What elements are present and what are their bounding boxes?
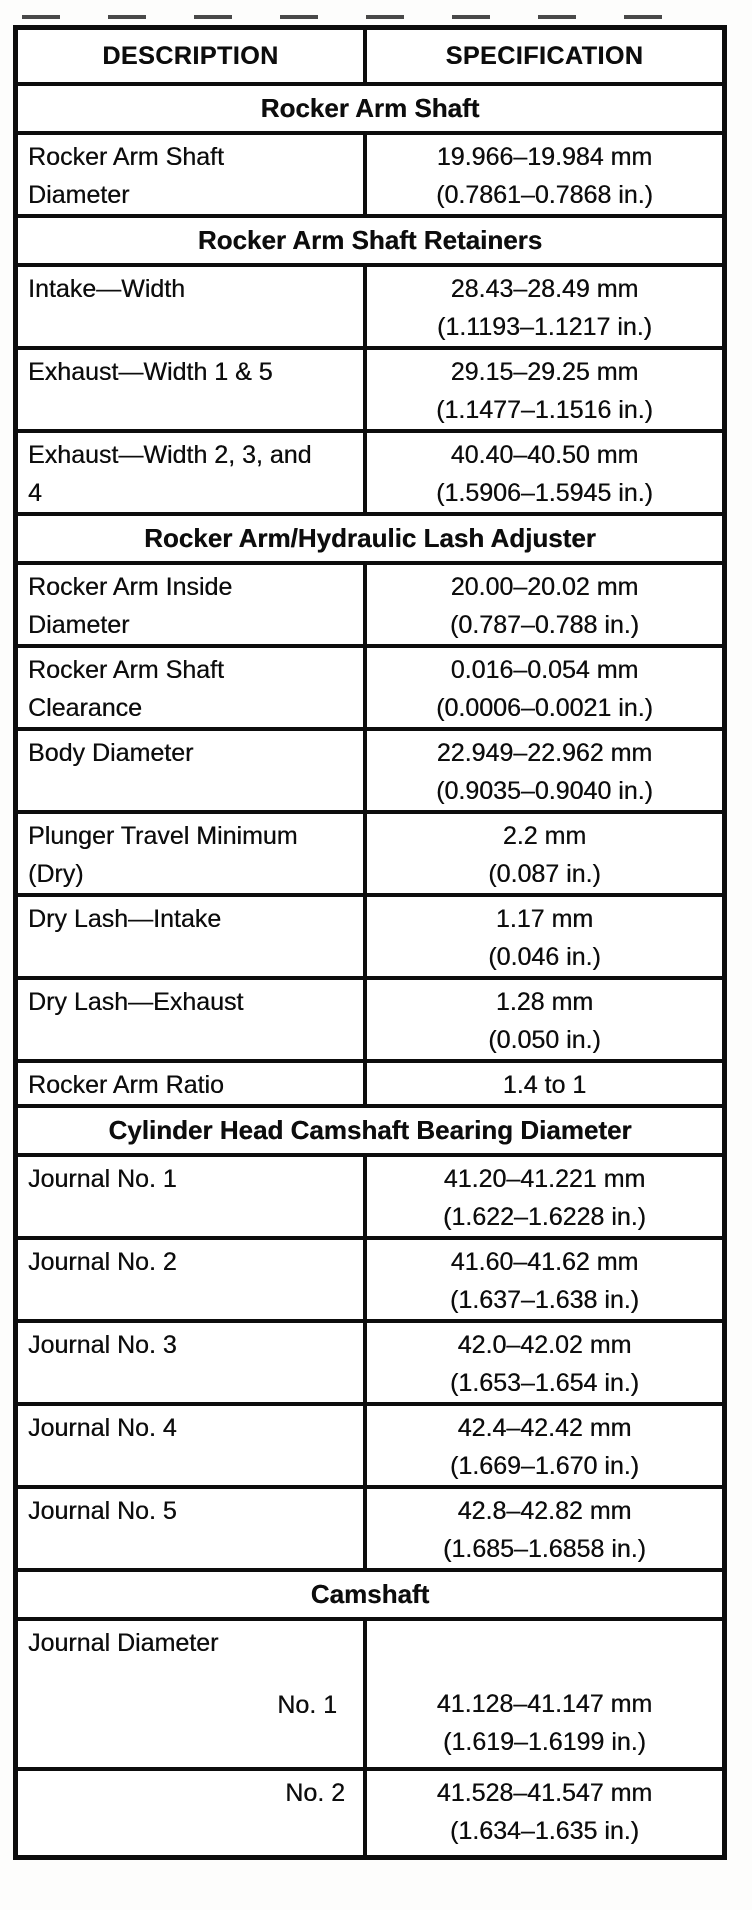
spec-imperial: (0.0006–0.0021 in.) — [436, 694, 653, 722]
desc-line-1: Body Diameter — [28, 739, 194, 767]
desc-line-1: Exhaust—Width 2, 3, and — [28, 441, 312, 469]
specification-cell — [367, 135, 722, 214]
specification-cell — [367, 897, 722, 976]
spec-metric: 20.00–20.02 mm — [450, 573, 639, 601]
section-rocker-arm-shaft: Rocker Arm Shaft — [18, 82, 722, 131]
spec-imperial: (1.653–1.654 in.) — [449, 1369, 640, 1397]
desc-line-1: Exhaust—Width 1 & 5 — [28, 358, 273, 386]
spec-imperial: (1.622–1.6228 in.) — [443, 1203, 646, 1231]
column-header-row — [18, 30, 722, 82]
specification-cell — [367, 1240, 722, 1319]
spec-row-journal-no-5 — [18, 1485, 722, 1568]
spec-metric: 1.28 mm — [495, 988, 594, 1016]
spec-imperial: (0.787–0.788 in.) — [449, 611, 640, 639]
description-cell — [18, 1406, 367, 1485]
description-cell — [18, 565, 367, 644]
desc-line-2: 4 — [28, 479, 42, 507]
spec-row-exhaust-width-1-5 — [18, 346, 722, 429]
spec-imperial: (0.050 in.) — [488, 1026, 601, 1054]
description-cell — [18, 897, 367, 976]
spec-metric: 40.40–40.50 mm — [450, 441, 639, 469]
description-cell — [18, 1157, 367, 1236]
description-cell — [18, 648, 367, 727]
spec-imperial: (1.1477–1.1516 in.) — [436, 396, 653, 424]
spec-row-journal-no-2 — [18, 1236, 722, 1319]
desc-line-2: (Dry) — [28, 860, 84, 888]
description-cell — [18, 731, 367, 810]
spec-row-body-diameter — [18, 727, 722, 810]
spec-row-rocker-arm-shaft-clearance — [18, 644, 722, 727]
desc-line-1: Journal No. 3 — [28, 1331, 177, 1359]
section-rocker-arm-hydraulic-lash-adjuster: Rocker Arm/Hydraulic Lash Adjuster — [18, 512, 722, 561]
specification-cell — [367, 565, 722, 644]
specification-table — [13, 25, 727, 1860]
spec-row-journal-no-4 — [18, 1402, 722, 1485]
description-cell — [18, 1771, 367, 1855]
spec-metric: 2.2 mm — [502, 822, 587, 850]
spec-row-journal-no-3 — [18, 1319, 722, 1402]
spec-metric: 19.966–19.984 mm — [436, 143, 653, 171]
header-cell-description: DESCRIPTION — [18, 30, 367, 82]
specification-cell — [367, 1771, 722, 1855]
spec-row-rocker-arm-ratio — [18, 1059, 722, 1104]
section-rocker-arm-shaft-retainers: Rocker Arm Shaft Retainers — [18, 214, 722, 263]
header-cell-specification: SPECIFICATION — [445, 41, 644, 70]
spec-metric: 0.016–0.054 mm — [450, 656, 639, 684]
description-cell — [18, 1240, 367, 1319]
specification-cell — [367, 1157, 722, 1236]
spec-imperial: (0.9035–0.9040 in.) — [436, 777, 653, 805]
scan-artifact-line — [22, 15, 710, 19]
specification-cell — [367, 731, 722, 810]
desc-line-1: Journal Diameter — [28, 1629, 219, 1657]
spec-row-journal-no-1 — [18, 1153, 722, 1236]
spec-row-intake-width — [18, 263, 722, 346]
spec-imperial: (0.087 in.) — [488, 860, 601, 888]
description-cell — [18, 433, 367, 512]
desc-line-1: Journal No. 2 — [28, 1248, 177, 1276]
spec-row-plunger-travel-minimum-dry — [18, 810, 722, 893]
spec-metric: 29.15–29.25 mm — [450, 358, 639, 386]
spec-imperial: (1.619–1.6199 in.) — [443, 1728, 646, 1756]
spec-imperial: (1.637–1.638 in.) — [449, 1286, 640, 1314]
spec-row-camshaft-journal-diameter-no-1 — [18, 1617, 722, 1767]
specification-cell — [367, 1621, 722, 1767]
desc-line-1: Dry Lash—Intake — [28, 905, 222, 933]
desc-line-1: Rocker Arm Shaft — [28, 143, 224, 171]
spec-imperial: (1.634–1.635 in.) — [449, 1817, 640, 1845]
desc-line-1: Rocker Arm Ratio — [28, 1071, 224, 1099]
spec-imperial: (1.685–1.6858 in.) — [443, 1535, 646, 1563]
spec-row-exhaust-width-2-3-4 — [18, 429, 722, 512]
spec-imperial: (1.1193–1.1217 in.) — [437, 313, 652, 341]
description-cell — [18, 135, 367, 214]
specification-cell — [367, 648, 722, 727]
spec-metric: 1.17 mm — [495, 905, 594, 933]
desc-line-1: Journal No. 5 — [28, 1497, 177, 1525]
spec-row-rocker-arm-shaft-diameter — [18, 131, 722, 214]
specification-cell — [367, 350, 722, 429]
desc-line-2: Diameter — [28, 181, 130, 209]
description-cell — [18, 1323, 367, 1402]
specification-cell — [367, 1063, 722, 1104]
spec-metric: 41.20–41.221 mm — [443, 1165, 646, 1193]
spec-imperial: (1.669–1.670 in.) — [449, 1452, 640, 1480]
desc-line-1: Intake—Width — [28, 275, 186, 303]
spec-metric: 28.43–28.49 mm — [450, 275, 639, 303]
desc-line-1: Journal No. 1 — [28, 1165, 177, 1193]
description-cell — [18, 1621, 367, 1767]
spec-metric: 41.528–41.547 mm — [436, 1779, 653, 1807]
desc-line-1: Rocker Arm Shaft — [28, 656, 224, 684]
spec-metric: 1.4 to 1 — [502, 1071, 587, 1099]
description-cell — [18, 980, 367, 1059]
spec-metric: 42.8–42.82 mm — [457, 1497, 632, 1525]
specification-cell — [367, 1323, 722, 1402]
desc-line-1: Journal No. 4 — [28, 1414, 177, 1442]
spec-metric: 42.4–42.42 mm — [457, 1414, 632, 1442]
spec-row-rocker-arm-inside-diameter — [18, 561, 722, 644]
spec-metric: 22.949–22.962 mm — [436, 739, 653, 767]
specification-cell — [367, 980, 722, 1059]
description-cell — [18, 1063, 367, 1104]
specification-cell — [367, 433, 722, 512]
specification-cell — [367, 814, 722, 893]
spec-metric: 41.60–41.62 mm — [450, 1248, 639, 1276]
desc-line-2: Clearance — [28, 694, 142, 722]
specification-cell — [367, 1489, 722, 1568]
description-cell — [18, 814, 367, 893]
desc-line-2: Diameter — [28, 611, 130, 639]
section-camshaft: Camshaft — [18, 1568, 722, 1617]
spec-imperial: (1.5906–1.5945 in.) — [436, 479, 653, 507]
desc-line-1: Plunger Travel Minimum — [28, 822, 298, 850]
journal-sub-number: No. 2 — [285, 1779, 345, 1807]
desc-line-1: Dry Lash—Exhaust — [28, 988, 244, 1016]
spec-imperial: (0.7861–0.7868 in.) — [436, 181, 653, 209]
journal-sub-number: No. 1 — [277, 1691, 337, 1719]
description-cell — [18, 267, 367, 346]
spec-row-dry-lash-intake — [18, 893, 722, 976]
spec-imperial: (0.046 in.) — [488, 943, 601, 971]
spec-row-camshaft-journal-diameter-no-2 — [18, 1767, 722, 1855]
description-cell — [18, 1489, 367, 1568]
spec-row-dry-lash-exhaust — [18, 976, 722, 1059]
specification-cell — [367, 267, 722, 346]
section-cylinder-head-camshaft-bearing-diameter: Cylinder Head Camshaft Bearing Diameter — [18, 1104, 722, 1153]
spec-metric: 41.128–41.147 mm — [436, 1690, 653, 1718]
spec-metric: 42.0–42.02 mm — [457, 1331, 632, 1359]
desc-line-1: Rocker Arm Inside — [28, 573, 233, 601]
specification-cell — [367, 1406, 722, 1485]
description-cell — [18, 350, 367, 429]
